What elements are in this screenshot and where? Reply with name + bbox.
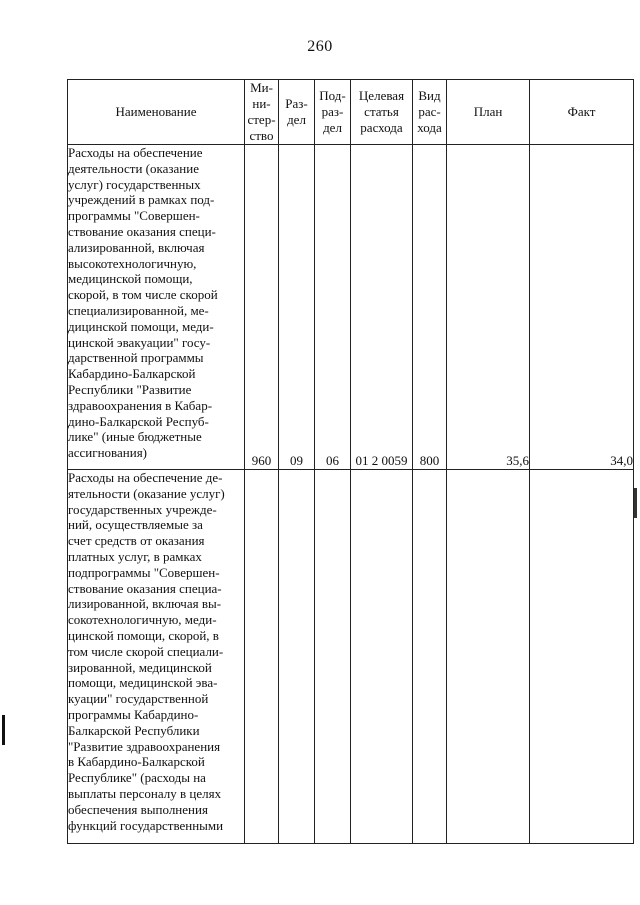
row-name: Расходы на обеспечение де- ятельности (оказание услуг) государственных учрежде- ний, осуществляемые за счет средств от оказания платных услуг, в рамках подпрограммы "Совершен- ствование оказания специа- лизированной, включая вы- сокотехнологичную, меди- цинской помощи, скорой, в том числе скорой специали- зированной, медицинской помощи, медицинской эва- куации" государственной программы Кабардино- Балкарской Республики "Развитие здравоохранения в Кабардино-Балкарской Республике" (расходы на выплаты персоналу в целях обеспечения выполнения функций государственными xyxy=(68,470,245,844)
page-number: 260 xyxy=(307,38,333,55)
header-section: Раз- дел xyxy=(279,80,315,145)
scan-edge-mark xyxy=(2,715,5,745)
row-ministry xyxy=(245,470,279,844)
row-name: Расходы на обеспечение деятельности (оказание услуг) государственных учреждений в рамках под- программы "Совершен- ствование оказания специ- ализированной, включая высокотехнологичную, медицинской помощи, скорой, в том числе скорой специализированной, ме- дицинской помощи, меди- цинской эвакуации" госу- дарственной программы Кабардино-Балкарской Республики "Развитие здравоохранения в Кабар- дино-Балкарской Респуб- лике" (иные бюджетные ассигнования) xyxy=(68,145,245,470)
row-target xyxy=(351,470,413,844)
header-subsection: Под- раз- дел xyxy=(315,80,351,145)
row-plan xyxy=(447,470,530,844)
scan-edge-mark xyxy=(634,488,637,518)
header-row xyxy=(68,80,634,145)
row-type xyxy=(413,470,447,844)
table-row xyxy=(68,145,634,470)
row-ministry: 960 xyxy=(245,145,279,470)
header-fact: Факт xyxy=(530,80,634,145)
row-section xyxy=(279,470,315,844)
header-ministry: Ми- ни- стер- ство xyxy=(245,80,279,145)
table-row xyxy=(68,470,634,844)
budget-table xyxy=(67,79,634,844)
row-section: 09 xyxy=(279,145,315,470)
row-target: 01 2 0059 xyxy=(351,145,413,470)
row-subsection xyxy=(315,470,351,844)
header-name: Наименование xyxy=(68,80,245,145)
row-fact: 34,0 xyxy=(530,145,634,470)
row-fact xyxy=(530,470,634,844)
header-plan: План xyxy=(447,80,530,145)
row-plan: 35,6 xyxy=(447,145,530,470)
row-type: 800 xyxy=(413,145,447,470)
row-subsection: 06 xyxy=(315,145,351,470)
header-type: Вид рас- хода xyxy=(413,80,447,145)
header-target: Целевая статья расхода xyxy=(351,80,413,145)
